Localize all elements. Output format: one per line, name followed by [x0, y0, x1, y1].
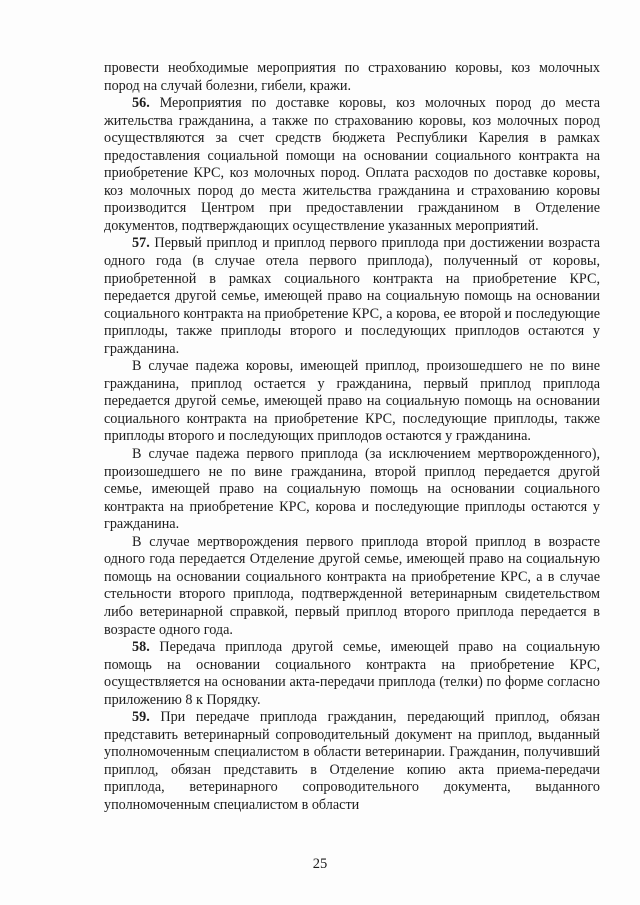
- paragraph-text: В случае мертворождения первого приплода второй приплод в возрасте одного года передается Отделение другой семье, имеющей право на социальную помощь на основании социального контракта на приобретение КРС, а в случае стельности второго приплода, подтвержденной ветеринарным свидетельством либо ветеринарной справкой, первый приплод второго приплода передается в возрасте одного года.: [104, 533, 600, 638]
- paragraph-text: В случае падежа коровы, имеющей приплод, произошедшего не по вине гражданина, приплод остается у гражданина, первый приплод приплода передается другой семье, имеющей право на социальную помощь на основании социального контракта на приобретение КРС, последующие приплоды, также приплоды второго и последующих приплодов остаются у гражданина.: [104, 358, 600, 445]
- paragraph-text: Мероприятия по доставке коровы, коз молочных пород до места жительства гражданина, а также по страхованию коровы, коз молочных пород осуществляются за счет средств бюджета Республики Карелия в рамках предоставления социальной помощи на основании социального контракта на приобретение КРС, коз молочных пород. Оплата расходов по доставке коровы, коз молочных пород до места жительства гражданина и страхованию коровы производится Центром при предоставлении гражданином в Отделение документов, подтверждающих осуществление указанных мероприятий.: [104, 95, 600, 234]
- paragraph-number: 57.: [132, 235, 150, 252]
- paragraph-number: 59.: [132, 709, 150, 726]
- paragraph-number: 58.: [132, 639, 150, 656]
- paragraph-58: [104, 639, 600, 709]
- paragraph-59: [104, 709, 600, 814]
- document-body: [104, 60, 600, 815]
- page-number: 25: [312, 856, 328, 872]
- paragraph-text: Первый приплод и приплод первого приплода при достижении возраста одного года (в случае отела первого приплода), полученный от коровы, приобретенной в рамках социального контракта на приобретение КРС, передается другой семье, имеющей право на социальную помощь на основании социального контракта на приобретение КРС, а корова, ее второй и последующие приплоды, также приплоды второго и последующих приплодов остаются у гражданина.: [104, 235, 600, 357]
- paragraph-text: При передаче приплода гражданин, передающий приплод, обязан представить ветеринарный сопроводительный документ на приплод, выданный уполномоченным специалистом в области ветеринарии. Гражданин, получивший приплод, обязан представить в Отделение копию акта приема-передачи приплода, ветеринарного сопроводительного документа, выданного уполномоченным специалистом в области: [104, 709, 600, 813]
- paragraph-continuation: [104, 60, 600, 95]
- paragraph-number: 56.: [132, 95, 150, 112]
- paragraph-57-case-cow-death: [104, 358, 600, 446]
- paragraph-57-case-first-offspring-death: [104, 446, 600, 534]
- paragraph-text: Передача приплода другой семье, имеющей право на социальную помощь на основании социального контракта на приобретение КРС, осуществляется на основании акта-передачи приплода (телки) по форме согласно приложению 8 к Порядку.: [104, 639, 600, 708]
- paragraph-56: [104, 95, 600, 235]
- paragraph-57: [104, 235, 600, 358]
- paragraph-text: провести необходимые мероприятия по страхованию коровы, коз молочных пород на случай болезни, гибели, кражи.: [104, 60, 600, 94]
- paragraph-text: В случае падежа первого приплода (за исключением мертворожденного), произошедшего не по вине гражданина, второй приплод передается другой семье, имеющей право на социальную помощь на основании социального контракта на приобретение КРС, корова и последующие приплоды остаются у гражданина.: [104, 446, 600, 533]
- paragraph-57-case-stillbirth: [104, 534, 600, 639]
